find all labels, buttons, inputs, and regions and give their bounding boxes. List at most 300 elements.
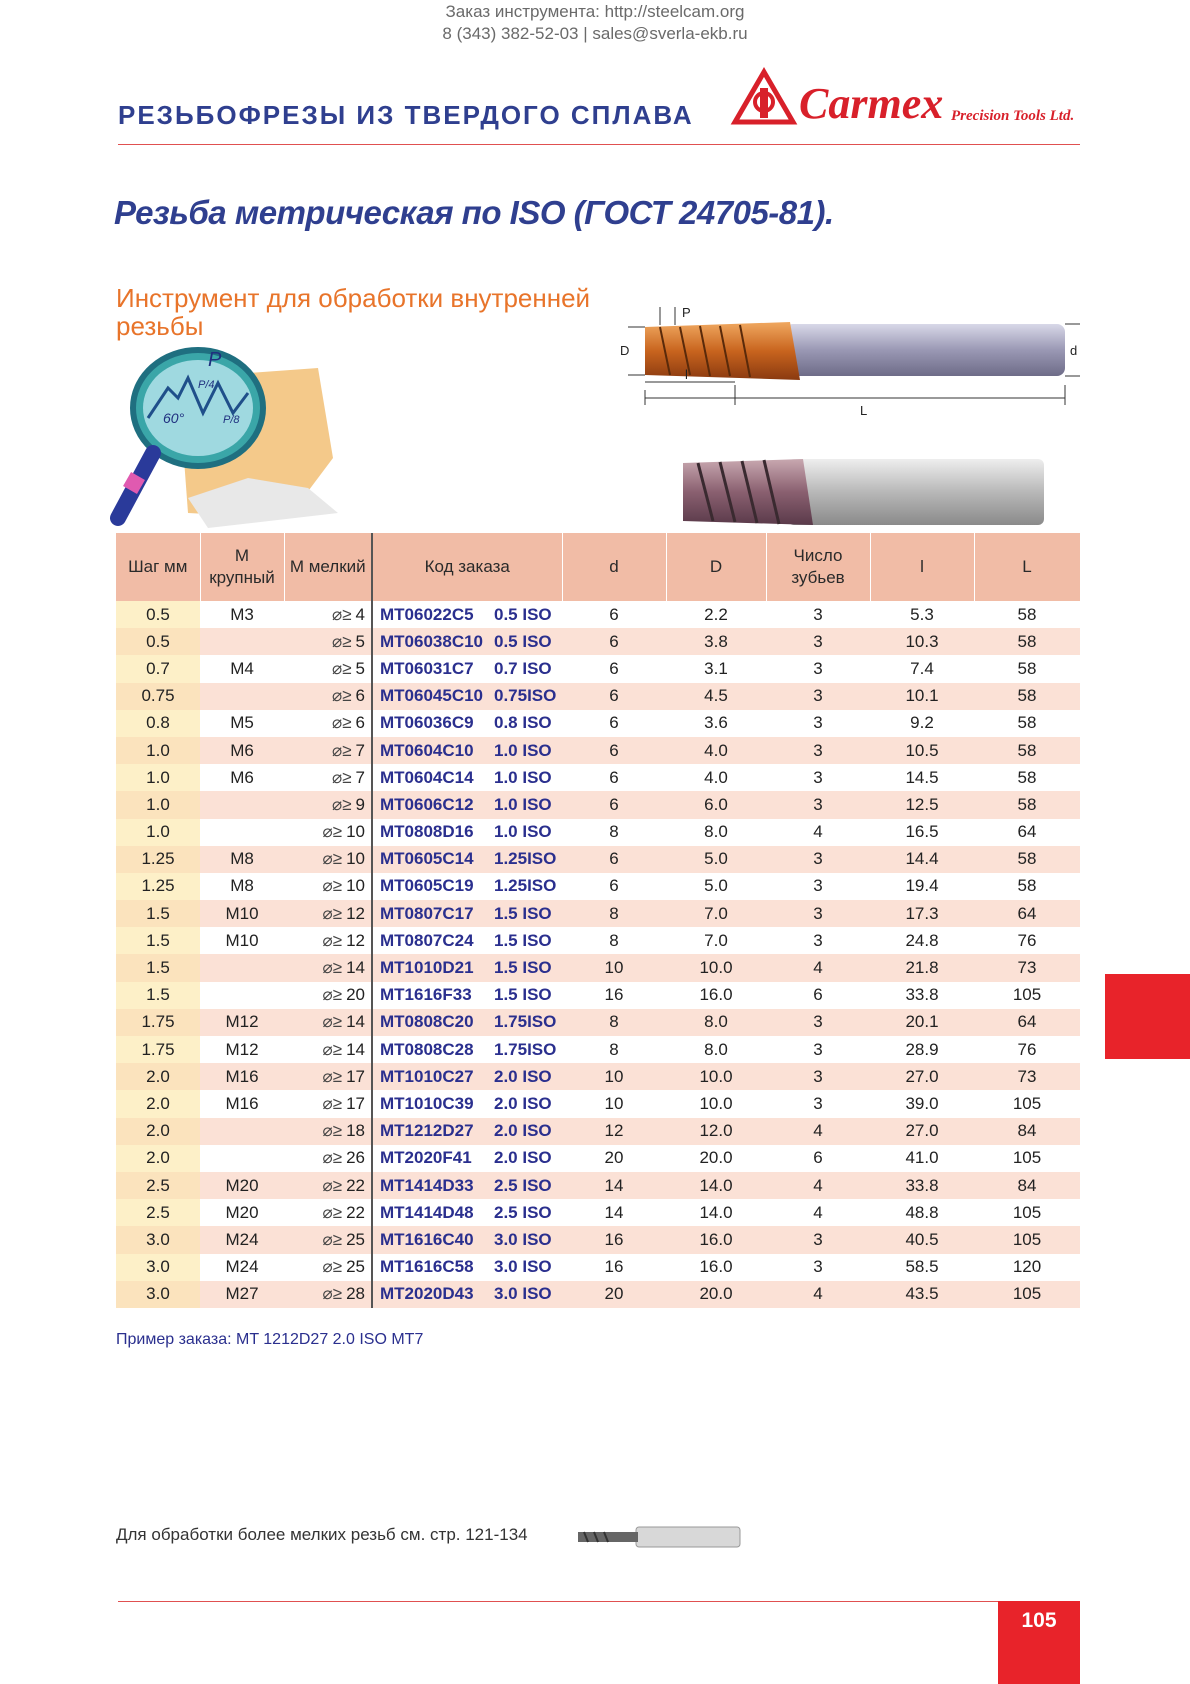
cell-D: 20.0 xyxy=(699,1148,733,1168)
illus-angle-label: 60° xyxy=(163,410,185,426)
cell-d: 6 xyxy=(609,713,619,733)
cell-fine: ⌀≥ 17 xyxy=(284,1090,372,1117)
cell-D: 10.0 xyxy=(666,1063,766,1090)
pitch-standard: 2.0 ISO xyxy=(494,1066,552,1086)
cell-D: 12.0 xyxy=(666,1118,766,1145)
table-row xyxy=(116,1254,1080,1281)
cell-code xyxy=(372,1199,562,1226)
diameter-min-symbol: ⌀≥ xyxy=(322,1257,343,1277)
cell-fine: ⌀≥ 28 xyxy=(284,1281,372,1308)
pitch-standard: 3.0 ISO xyxy=(494,1229,552,1249)
section-subtitle: Инструмент для обработки внутренней резьбы xyxy=(116,283,591,341)
cell-d: 8 xyxy=(609,930,619,950)
cell-code xyxy=(372,628,562,655)
order-code: MT06045C10 xyxy=(380,686,484,706)
contact-phone-email-line: 8 (343) 382-52-03 | sales@sverla-ekb.ru xyxy=(442,24,748,43)
cell-fine: ⌀≥ 5 xyxy=(284,628,372,655)
cell-d: 10 xyxy=(562,1063,666,1090)
cell-fine: ⌀≥ 6 xyxy=(284,683,372,710)
cell-L: 73 xyxy=(974,954,1080,981)
cell-teeth: 3 xyxy=(766,846,870,873)
cell-teeth: 3 xyxy=(813,1093,823,1113)
cell-coarse xyxy=(200,1145,284,1172)
illus-p-label: P xyxy=(208,349,222,371)
cell-teeth: 3 xyxy=(766,1226,870,1253)
cell-coarse xyxy=(200,683,284,710)
cell-D: 16.0 xyxy=(699,1257,733,1277)
table-row xyxy=(116,710,1080,737)
order-code: MT06038C10 xyxy=(380,631,484,651)
cell-code xyxy=(372,1036,562,1063)
cell-step: 2.5 xyxy=(116,1199,200,1226)
diameter-min-symbol: ⌀≥ xyxy=(322,1121,343,1141)
table-row xyxy=(116,737,1080,764)
pitch-standard: 1.5 ISO xyxy=(494,985,552,1005)
cell-fine: ⌀≥ 17 xyxy=(284,1063,372,1090)
pitch-standard: 3.0 ISO xyxy=(494,1284,552,1304)
cell-code xyxy=(372,1226,562,1253)
cell-L: 64 xyxy=(974,900,1080,927)
cell-coarse: M8 xyxy=(200,846,284,873)
illus-p4-label: P/4 xyxy=(198,379,215,391)
pitch-standard: 1.5 ISO xyxy=(494,930,552,950)
cell-step: 1.25 xyxy=(116,873,200,900)
cell-D: 8.0 xyxy=(666,1009,766,1036)
cell-d: 6 xyxy=(562,683,666,710)
cell-fine: ⌀≥ 10 xyxy=(284,819,372,846)
table-row xyxy=(116,954,1080,981)
cell-D: 20.0 xyxy=(666,1281,766,1308)
section-title: РЕЗЬБОФРЕЗЫ ИЗ ТВЕРДОГО СПЛАВА xyxy=(118,100,694,130)
cell-l: 27.0 xyxy=(870,1063,974,1090)
cell-coarse: M24 xyxy=(225,1257,259,1277)
pitch-standard: 3.0 ISO xyxy=(494,1257,552,1277)
diameter-min-symbol: ⌀≥ xyxy=(322,1148,343,1168)
table-row xyxy=(116,655,1080,682)
cell-L: 105 xyxy=(974,1226,1080,1253)
cell-l: 28.9 xyxy=(905,1039,939,1059)
cell-D: 16.0 xyxy=(666,1226,766,1253)
cell-d: 6 xyxy=(562,737,666,764)
diameter-min-symbol: ⌀≥ xyxy=(331,604,352,624)
cell-code xyxy=(372,927,562,954)
cell-code xyxy=(372,1254,562,1281)
table-row xyxy=(116,1226,1080,1253)
cell-code xyxy=(372,655,562,682)
cell-l: 17.3 xyxy=(870,900,974,927)
cell-d: 14 xyxy=(562,1172,666,1199)
cell-step: 2.5 xyxy=(116,1172,200,1199)
cell-l: 39.0 xyxy=(905,1093,939,1113)
cell-teeth: 3 xyxy=(766,1063,870,1090)
order-code: MT1414D33 xyxy=(380,1175,474,1195)
pitch-standard: 2.0 ISO xyxy=(494,1121,552,1141)
cell-L: 58 xyxy=(1017,713,1037,733)
cell-teeth: 3 xyxy=(813,767,823,787)
cell-coarse: M24 xyxy=(200,1226,284,1253)
order-code: MT1414D48 xyxy=(380,1202,474,1222)
cell-L: 76 xyxy=(1017,930,1037,950)
cell-l: 19.4 xyxy=(905,876,939,896)
table-row xyxy=(116,846,1080,873)
cell-D: 14.0 xyxy=(699,1202,733,1222)
carmex-emblem-icon xyxy=(733,70,795,126)
order-code: MT0605C14 xyxy=(380,849,474,869)
cell-code xyxy=(372,791,562,818)
cell-code xyxy=(372,1009,562,1036)
order-code: MT0808D16 xyxy=(380,822,474,842)
diameter-min-symbol: ⌀≥ xyxy=(322,822,343,842)
table-row xyxy=(116,1118,1080,1145)
cell-step: 3.0 xyxy=(116,1254,200,1281)
cell-l: 24.8 xyxy=(905,930,939,950)
cell-coarse: M3 xyxy=(230,604,254,624)
tool-dimension-drawing xyxy=(620,305,1080,440)
header-divider xyxy=(118,144,1080,145)
smaller-threads-note: Для обработки более мелких резьб см. стр. 121-134 xyxy=(116,1525,528,1544)
cell-fine: ⌀≥ 25 xyxy=(284,1254,372,1281)
cell-d: 8 xyxy=(562,1009,666,1036)
header-teeth: Число зубьев xyxy=(766,533,870,601)
cell-l: 48.8 xyxy=(905,1202,939,1222)
cell-l: 10.5 xyxy=(870,737,974,764)
footer-divider xyxy=(118,1601,998,1602)
cell-coarse xyxy=(200,954,284,981)
cell-coarse: M20 xyxy=(200,1172,284,1199)
cell-D: 8.0 xyxy=(704,822,728,842)
diameter-min-symbol: ⌀≥ xyxy=(322,1066,343,1086)
cell-D: 6.0 xyxy=(666,791,766,818)
cell-d: 10 xyxy=(604,1093,624,1113)
header-code: Код заказа xyxy=(372,533,562,601)
cell-D: 4.0 xyxy=(704,767,728,787)
cell-fine: ⌀≥ 12 xyxy=(284,927,372,954)
cell-teeth: 3 xyxy=(813,658,823,678)
drawing-label-d: d xyxy=(1070,343,1078,358)
pitch-standard: 1.25ISO xyxy=(494,849,557,869)
brand-name: Carmex xyxy=(799,79,944,128)
pitch-standard: 1.75ISO xyxy=(494,1012,557,1032)
table-row xyxy=(116,1172,1080,1199)
cell-l: 20.1 xyxy=(870,1009,974,1036)
cell-L: 58 xyxy=(1017,604,1037,624)
cell-d: 6 xyxy=(562,846,666,873)
order-code: MT1010D21 xyxy=(380,958,474,978)
table-row xyxy=(116,900,1080,927)
cell-coarse: M27 xyxy=(200,1281,284,1308)
page-number-box xyxy=(998,1601,1080,1684)
cell-step: 0.8 xyxy=(116,710,200,737)
tool-photo xyxy=(678,455,1048,530)
cell-d: 6 xyxy=(609,604,619,624)
cell-code xyxy=(372,764,562,791)
order-code: MT06036C9 xyxy=(380,713,474,733)
diameter-min-symbol: ⌀≥ xyxy=(322,849,343,869)
cell-teeth: 6 xyxy=(813,1148,823,1168)
order-code: MT06022C5 xyxy=(380,604,474,624)
cell-D: 3.1 xyxy=(704,658,728,678)
order-code: MT0604C14 xyxy=(380,767,474,787)
cell-d: 16 xyxy=(604,985,624,1005)
cell-teeth: 3 xyxy=(813,876,823,896)
cell-code xyxy=(372,1118,562,1145)
table-row xyxy=(116,819,1080,846)
cell-fine: ⌀≥ 14 xyxy=(284,1009,372,1036)
cell-fine: ⌀≥ 22 xyxy=(284,1172,372,1199)
cell-teeth: 3 xyxy=(813,930,823,950)
cell-code xyxy=(372,982,562,1009)
order-code: MT2020F41 xyxy=(380,1148,472,1168)
cell-d: 20 xyxy=(604,1148,624,1168)
table-row xyxy=(116,601,1080,628)
table-row xyxy=(116,1145,1080,1172)
cell-fine: ⌀≥ 14 xyxy=(284,1036,372,1063)
cell-coarse: M12 xyxy=(225,1039,259,1059)
diameter-min-symbol: ⌀≥ xyxy=(322,903,343,923)
cell-coarse: M4 xyxy=(230,658,254,678)
cell-D: 4.0 xyxy=(666,737,766,764)
cell-fine: ⌀≥ 10 xyxy=(284,873,372,900)
cell-d: 10 xyxy=(562,954,666,981)
header-L: L xyxy=(974,533,1080,601)
order-code: MT0605C19 xyxy=(380,876,474,896)
cell-teeth: 3 xyxy=(766,791,870,818)
order-code: MT0604C10 xyxy=(380,740,474,760)
cell-code xyxy=(372,1090,562,1117)
cell-coarse: M8 xyxy=(230,876,254,896)
cell-coarse xyxy=(200,982,284,1009)
diameter-min-symbol: ⌀≥ xyxy=(331,767,352,787)
cell-teeth: 6 xyxy=(813,985,823,1005)
cell-fine: ⌀≥ 10 xyxy=(284,846,372,873)
cell-d: 20 xyxy=(562,1281,666,1308)
cell-teeth: 4 xyxy=(766,954,870,981)
cell-D: 10.0 xyxy=(666,954,766,981)
pitch-standard: 2.5 ISO xyxy=(494,1202,552,1222)
cell-teeth: 3 xyxy=(766,900,870,927)
table-row xyxy=(116,1009,1080,1036)
cell-L: 64 xyxy=(974,1009,1080,1036)
order-code: MT1616C58 xyxy=(380,1257,474,1277)
pitch-standard: 0.75ISO xyxy=(494,686,557,706)
cell-d: 6 xyxy=(562,791,666,818)
diameter-min-symbol: ⌀≥ xyxy=(322,985,343,1005)
cell-l: 5.3 xyxy=(910,604,934,624)
cell-L: 105 xyxy=(974,1281,1080,1308)
cell-teeth: 4 xyxy=(766,1118,870,1145)
thread-profile-magnifier-illustration xyxy=(108,338,338,538)
cell-L: 105 xyxy=(1012,1093,1042,1113)
pitch-standard: 2.0 ISO xyxy=(494,1093,552,1113)
cell-D: 5.0 xyxy=(666,846,766,873)
cell-d: 8 xyxy=(609,1039,619,1059)
cell-coarse: M20 xyxy=(225,1202,259,1222)
cell-fine: ⌀≥ 6 xyxy=(284,710,372,737)
pitch-standard: 0.7 ISO xyxy=(494,658,552,678)
cell-step: 0.7 xyxy=(116,655,200,682)
cell-l: 33.8 xyxy=(905,985,939,1005)
pitch-standard: 2.0 ISO xyxy=(494,1148,552,1168)
diameter-min-symbol: ⌀≥ xyxy=(322,1175,343,1195)
brand-subtitle: Precision Tools Ltd. xyxy=(951,108,1075,124)
cell-L: 58 xyxy=(974,628,1080,655)
order-code: MT0807C24 xyxy=(380,930,474,950)
cell-L: 84 xyxy=(974,1118,1080,1145)
table-row xyxy=(116,1036,1080,1063)
cell-step: 1.5 xyxy=(116,927,200,954)
cell-step: 1.75 xyxy=(116,1036,200,1063)
pitch-standard: 1.0 ISO xyxy=(494,822,552,842)
table-row xyxy=(116,927,1080,954)
cell-d: 8 xyxy=(562,900,666,927)
diameter-min-symbol: ⌀≥ xyxy=(322,930,343,950)
cell-step: 1.0 xyxy=(116,737,200,764)
cell-fine: ⌀≥ 18 xyxy=(284,1118,372,1145)
order-example: Пример заказа: MT 1212D27 2.0 ISO MT7 xyxy=(116,1331,424,1348)
cell-L: 58 xyxy=(974,791,1080,818)
diameter-min-symbol: ⌀≥ xyxy=(331,686,352,706)
cell-d: 12 xyxy=(562,1118,666,1145)
cell-L: 105 xyxy=(1012,1202,1042,1222)
cell-coarse xyxy=(200,628,284,655)
cell-code xyxy=(372,900,562,927)
cell-coarse: M16 xyxy=(200,1063,284,1090)
cell-code xyxy=(372,601,562,628)
diameter-min-symbol: ⌀≥ xyxy=(322,876,343,896)
cell-step: 0.5 xyxy=(116,628,200,655)
diameter-min-symbol: ⌀≥ xyxy=(322,958,343,978)
cell-code xyxy=(372,1145,562,1172)
cell-teeth: 3 xyxy=(813,1039,823,1059)
cell-step: 1.5 xyxy=(116,900,200,927)
cell-step: 1.5 xyxy=(116,954,200,981)
cell-code xyxy=(372,819,562,846)
diameter-min-symbol: ⌀≥ xyxy=(322,1229,343,1249)
diameter-min-symbol: ⌀≥ xyxy=(331,740,352,760)
cell-L: 64 xyxy=(1017,822,1037,842)
diameter-min-symbol: ⌀≥ xyxy=(331,631,352,651)
pitch-standard: 1.75ISO xyxy=(494,1039,557,1059)
drawing-label-l: l xyxy=(685,367,688,382)
cell-l: 43.5 xyxy=(870,1281,974,1308)
cell-coarse: M5 xyxy=(230,713,254,733)
cell-coarse: M10 xyxy=(200,900,284,927)
diameter-min-symbol: ⌀≥ xyxy=(322,1039,343,1059)
cell-coarse xyxy=(200,819,284,846)
order-code: MT1010C27 xyxy=(380,1066,474,1086)
cell-l: 58.5 xyxy=(905,1257,939,1277)
carmex-logo xyxy=(733,70,1083,130)
cell-step: 0.75 xyxy=(116,683,200,710)
order-code: MT0807C17 xyxy=(380,903,474,923)
cell-step: 1.5 xyxy=(116,982,200,1009)
diameter-min-symbol: ⌀≥ xyxy=(331,658,352,678)
cell-D: 5.0 xyxy=(704,876,728,896)
cell-teeth: 3 xyxy=(813,1257,823,1277)
pitch-standard: 0.5 ISO xyxy=(494,631,552,651)
cell-l: 10.3 xyxy=(870,628,974,655)
cell-L: 105 xyxy=(1012,985,1042,1005)
cell-fine: ⌀≥ 9 xyxy=(284,791,372,818)
cell-l: 14.5 xyxy=(905,767,939,787)
cell-d: 14 xyxy=(604,1202,624,1222)
header-step: Шаг мм xyxy=(116,533,200,601)
diameter-min-symbol: ⌀≥ xyxy=(322,1202,343,1222)
cell-d: 16 xyxy=(604,1257,624,1277)
order-code: MT0606C12 xyxy=(380,794,474,814)
cell-teeth: 4 xyxy=(766,1281,870,1308)
header-coarse: М крупный xyxy=(200,533,284,601)
cell-coarse: M6 xyxy=(200,737,284,764)
cell-code xyxy=(372,683,562,710)
cell-fine: ⌀≥ 22 xyxy=(284,1199,372,1226)
cell-code xyxy=(372,710,562,737)
cell-l: 9.2 xyxy=(910,713,934,733)
cell-step: 2.0 xyxy=(116,1090,200,1117)
contact-order-line: Заказ инструмента: http://steelcam.org xyxy=(445,2,745,21)
pitch-standard: 0.5 ISO xyxy=(494,604,552,624)
cell-d: 6 xyxy=(562,628,666,655)
table-row xyxy=(116,873,1080,900)
cell-teeth: 4 xyxy=(766,1172,870,1199)
cell-L: 58 xyxy=(1017,876,1037,896)
small-tool-image xyxy=(576,1524,742,1550)
table-row xyxy=(116,1199,1080,1226)
cell-coarse: M6 xyxy=(230,767,254,787)
table-row xyxy=(116,1281,1080,1308)
cell-step: 1.0 xyxy=(116,764,200,791)
cell-l: 27.0 xyxy=(870,1118,974,1145)
cell-step: 3.0 xyxy=(116,1226,200,1253)
table-row xyxy=(116,764,1080,791)
cell-L: 84 xyxy=(974,1172,1080,1199)
cell-d: 6 xyxy=(609,658,619,678)
cell-d: 6 xyxy=(609,767,619,787)
cell-l: 16.5 xyxy=(905,822,939,842)
order-code: MT0808C28 xyxy=(380,1039,474,1059)
cell-D: 4.5 xyxy=(666,683,766,710)
table-body xyxy=(116,601,1080,1308)
pitch-standard: 0.8 ISO xyxy=(494,713,552,733)
cell-D: 14.0 xyxy=(666,1172,766,1199)
order-code: MT2020D43 xyxy=(380,1284,474,1304)
cell-coarse: M10 xyxy=(225,930,259,950)
table-row xyxy=(116,683,1080,710)
cell-l: 7.4 xyxy=(910,658,934,678)
cell-step: 1.25 xyxy=(116,846,200,873)
page-number: 105 xyxy=(1021,1609,1057,1632)
cell-teeth: 3 xyxy=(766,628,870,655)
pitch-standard: 1.25ISO xyxy=(494,876,557,896)
cell-D: 7.0 xyxy=(704,930,728,950)
chapter-tab xyxy=(1105,974,1190,1059)
cell-code xyxy=(372,1172,562,1199)
cell-coarse: M12 xyxy=(200,1009,284,1036)
cell-l: 10.1 xyxy=(870,683,974,710)
cell-fine: ⌀≥ 4 xyxy=(284,601,372,628)
cell-coarse: M16 xyxy=(225,1093,259,1113)
pitch-standard: 2.5 ISO xyxy=(494,1175,552,1195)
cell-D: 3.8 xyxy=(666,628,766,655)
cell-fine: ⌀≥ 7 xyxy=(284,737,372,764)
cell-D: 10.0 xyxy=(699,1093,733,1113)
order-code: MT06031C7 xyxy=(380,658,474,678)
cell-fine: ⌀≥ 25 xyxy=(284,1226,372,1253)
cell-d: 8 xyxy=(609,822,619,842)
drawing-label-p: P xyxy=(682,305,691,320)
cell-step: 2.0 xyxy=(116,1063,200,1090)
thread-mill-spec-table xyxy=(116,533,1081,1308)
